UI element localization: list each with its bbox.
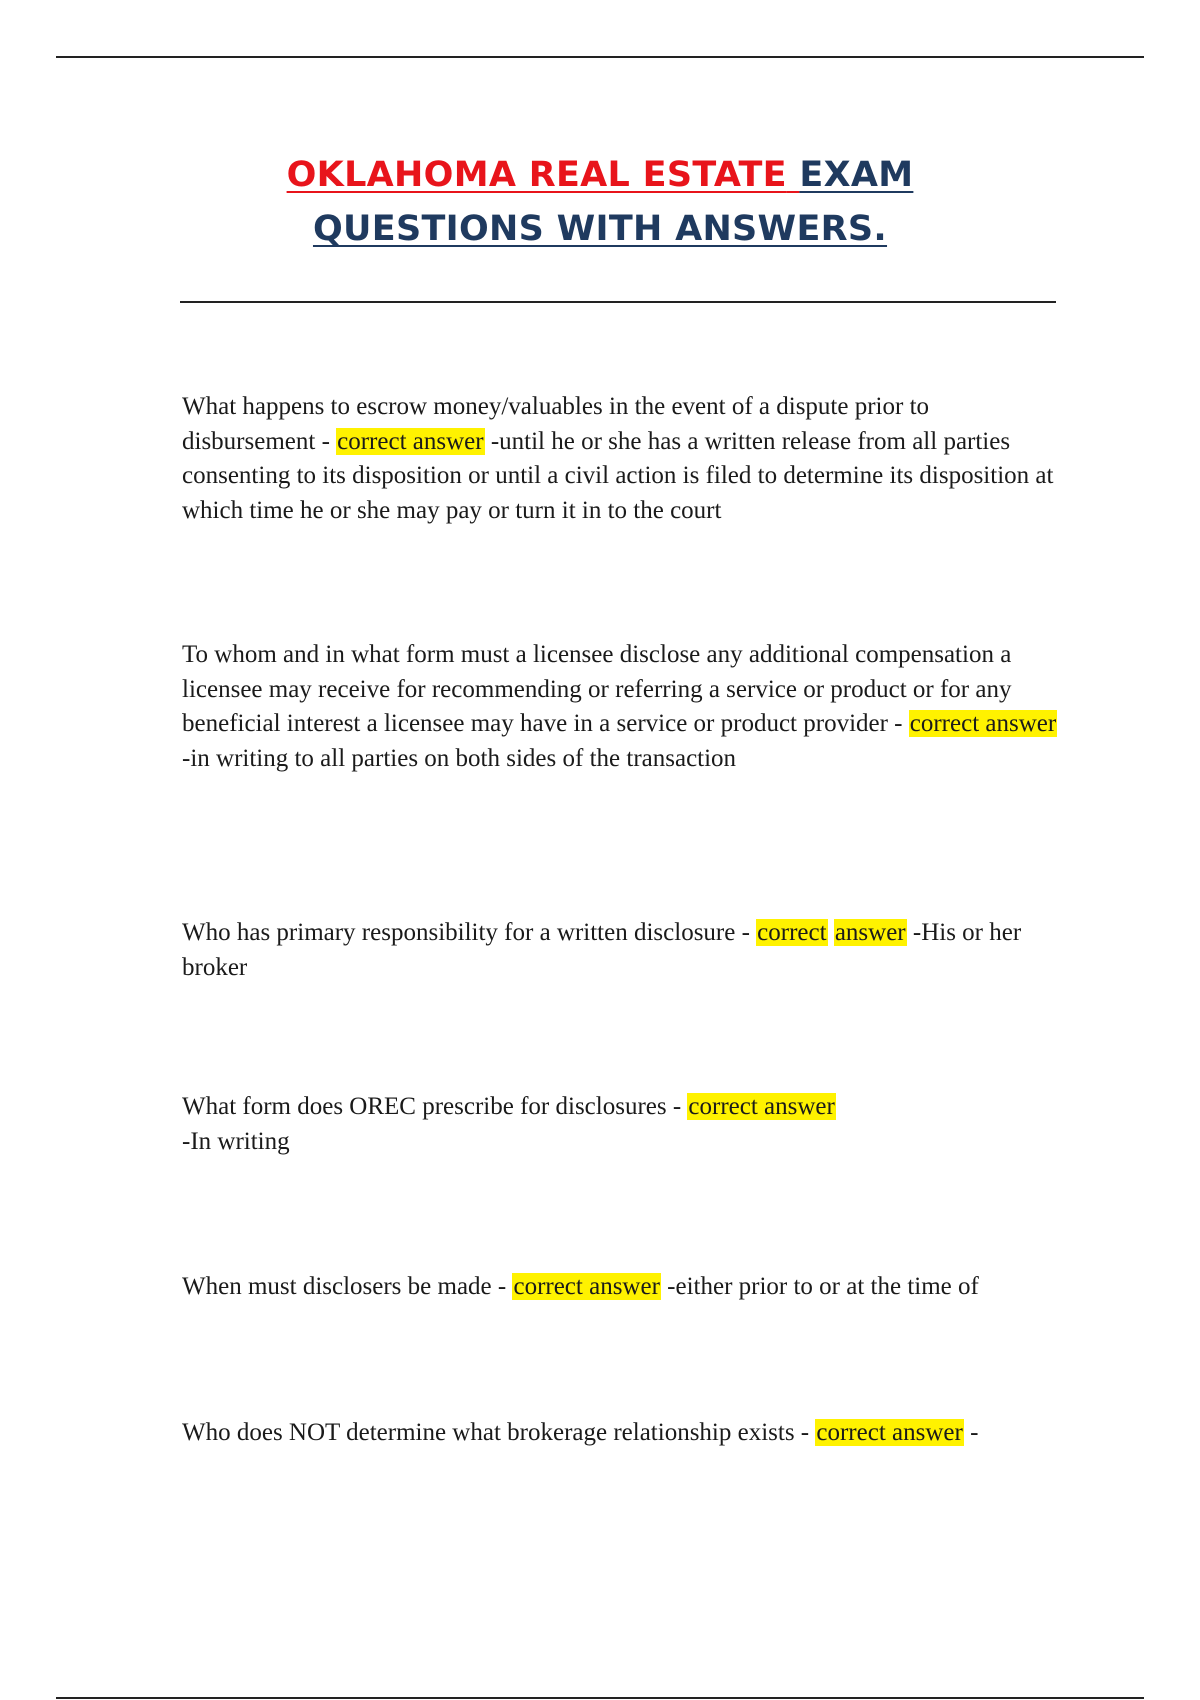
- qa-item-2: [182, 638, 1062, 776]
- document-title: [0, 148, 1200, 256]
- title-line-2: [0, 202, 1200, 256]
- title-divider: [180, 301, 1056, 303]
- answer-label-highlight: correct answer: [337, 427, 484, 455]
- title-questions-part: QUESTIONS WITH ANSWERS.: [312, 209, 888, 249]
- answer-label-highlight: correct answer: [909, 710, 1057, 737]
- answer-text: -His or her broker: [182, 919, 1022, 981]
- top-page-rule: [56, 56, 1144, 58]
- answer-text: -either prior to or at the time of: [667, 1273, 979, 1300]
- question-text: Who does NOT determine what brokerage relationship exists -: [182, 1419, 810, 1446]
- question-text: To whom and in what form must a licensee disclose any additional compensation a licensee may receive for recommending or referring a service or product or for any beneficial interest a licensee may have in a service or product provider -: [182, 641, 1012, 737]
- question-text: What happens to escrow money/valuables in the event of a dispute prior to disbursement -: [182, 393, 930, 455]
- title-exam-part: EXAM: [799, 155, 914, 195]
- qa-item-5: [182, 1270, 1062, 1305]
- qa-item-4: [182, 1090, 1062, 1159]
- title-line-1: [0, 148, 1200, 202]
- question-text: Who has primary responsibility for a written disclosure -: [182, 919, 750, 946]
- answer-label-highlight: correct answer: [688, 1093, 835, 1120]
- answer-label-highlight: answer: [834, 919, 906, 946]
- title-state-part: OKLAHOMA REAL ESTATE: [286, 155, 787, 195]
- answer-label-highlight: correct answer: [513, 1273, 660, 1300]
- bottom-page-rule: [56, 1697, 1144, 1699]
- answer-text: -: [970, 1419, 979, 1446]
- qa-item-3: [182, 916, 1062, 985]
- question-text: What form does OREC prescribe for disclosures -: [182, 1093, 682, 1120]
- answer-text: -In writing: [182, 1127, 290, 1155]
- answer-text: -in writing to all parties on both sides of the transaction: [182, 744, 737, 772]
- qa-item-6: [182, 1416, 1062, 1451]
- answer-label-highlight: correct answer: [816, 1419, 963, 1446]
- question-text: When must disclosers be made -: [182, 1273, 507, 1300]
- qa-item-1: [182, 390, 1062, 528]
- answer-label-highlight: correct: [757, 919, 827, 946]
- answer-text: -until he or she has a written release from all parties consenting to its disposition or until a civil action is filed to determine its disposition at which time he or she may pay or turn it in to the court: [182, 427, 1054, 524]
